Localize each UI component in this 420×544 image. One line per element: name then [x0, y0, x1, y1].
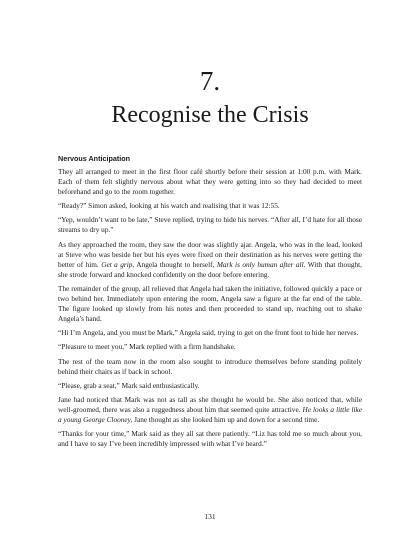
- body-paragraph: [58, 215, 362, 235]
- text-run: The remainder of the group, all relieved that Angela had taken the initiative, followed quickly a pace or two behind her. Immediately upon entering the room, Angela saw a figure at the far end of the table. The figure looked up slowly from his notes and then proceeded to stand up, reaching out to shake Angela’s hand.: [58, 283, 362, 324]
- body-paragraph: [58, 429, 362, 449]
- text-run: “Yep, wouldn’t want to be late,” Steve replied, trying to hide his nerves. “After all, I’d hate for all those streams to dry up.”: [58, 215, 362, 235]
- section-heading: Nervous Anticipation: [58, 154, 131, 163]
- text-run: “Hi I’m Angela, and you must be Mark,” Angela said, trying to get on the front foot to hide her nerves.: [58, 328, 359, 338]
- text-run: “Ready?” Simon asked, looking at his watch and realising that it was 12:55.: [58, 201, 280, 211]
- italic-text: He looks a little like a young George Clooney,: [58, 404, 363, 424]
- text-run: Jane had noticed that Mark was not as tall as she thought he would be. She also noticed that, while well-groomed, there was also a ruggedness about him that seemed quite attractive.: [58, 394, 362, 414]
- text-run: With that thought, she strode forward and knocked confidently on the door before entering.: [58, 259, 362, 279]
- page-number: 131: [204, 512, 216, 521]
- body-paragraph: [58, 201, 362, 211]
- text-run: “Pleasure to meet you,” Mark replied with a firm handshake.: [58, 342, 236, 352]
- chapter-title: Recognise the Crisis: [111, 102, 309, 128]
- body-paragraph: [58, 167, 362, 197]
- body-text: [58, 154, 362, 453]
- body-paragraph: [58, 240, 362, 280]
- text-run: Jane thought as she looked him up and down for a second time.: [132, 414, 320, 424]
- text-run: Angela thought to herself,: [134, 259, 217, 269]
- body-paragraph: [58, 357, 362, 377]
- text-run: They all arranged to meet in the first floor café shortly before their session at 1:00 p.m. with Mark. Each of them felt slightly nervous about what they were getting into so they had decided to meet beforehand and go to the room together.: [58, 167, 362, 197]
- chapter-number: 7.: [199, 66, 221, 96]
- text-run: “Please, grab a seat,” Mark said enthusiastically.: [58, 380, 200, 390]
- italic-text: Mark is only human after all.: [216, 259, 306, 269]
- paragraph-list: [58, 167, 362, 449]
- body-paragraph: [58, 342, 362, 352]
- text-run: The rest of the team now in the room also sought to introduce themselves before standing politely behind their chairs as if back in school.: [58, 356, 362, 376]
- body-paragraph: [58, 381, 362, 391]
- italic-text: Get a grip,: [101, 259, 135, 269]
- body-paragraph: [58, 328, 362, 338]
- text-run: “Thanks for your time,” Mark said as they all sat there patiently. “Liz has told me so much about you, and I have to say I’ve been incredibly impressed with what I’ve heard.”: [58, 429, 362, 449]
- body-paragraph: [58, 395, 362, 425]
- text-run: As they approached the room, they saw the door was slightly ajar. Angela, who was in the lead, looked at Steve who was beside her but his eyes were fixed on their destination as his nerves were getting the better of him.: [58, 239, 362, 269]
- body-paragraph: [58, 284, 362, 324]
